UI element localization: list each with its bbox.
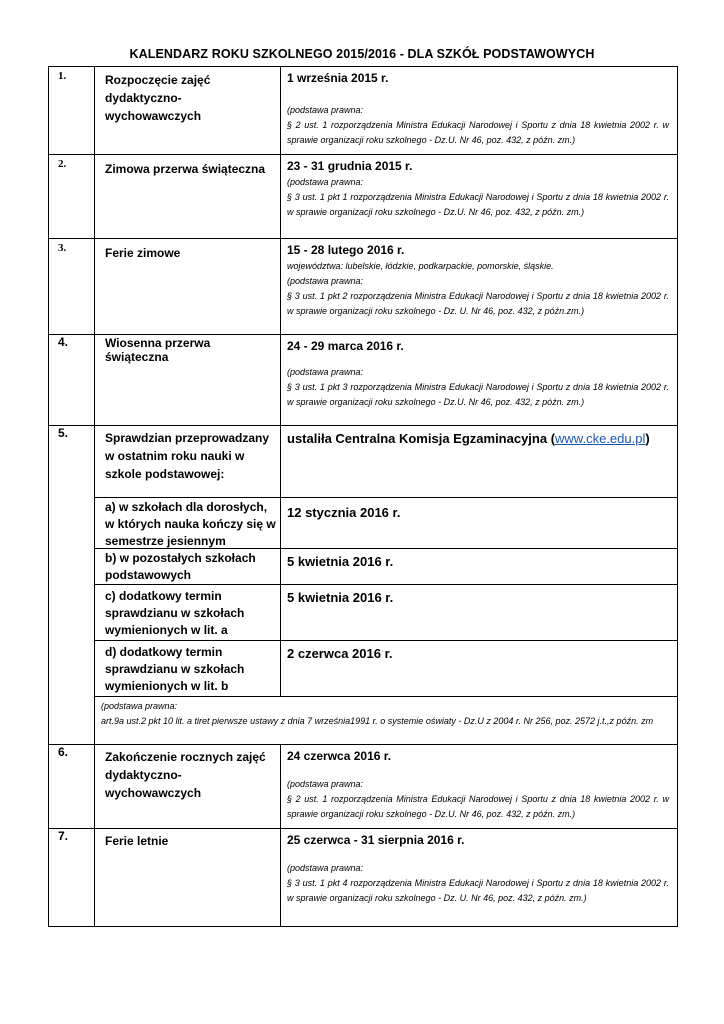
- legal-basis: § 2 ust. 1 rozporządzenia Ministra Edukacji Narodowej i Sportu z dnia 18 kwietnia 2002 r. w sprawie organizacji roku szkolnego - Dz.U. Nr 46, poz. 432, z późn. zm.): [287, 794, 669, 819]
- event-date: 15 - 28 lutego 2016 r.: [287, 243, 405, 257]
- calendar-table: [48, 66, 678, 927]
- table-row: [49, 745, 677, 829]
- subrow-label: d) dodatkowy termin sprawdzianu w szkołach wymienionych w lit. b: [94, 640, 281, 696]
- row-number: 4.: [58, 335, 69, 349]
- row-number: 3.: [58, 242, 67, 254]
- legal-basis: § 3 ust. 1 pkt 1 rozporządzenia Ministra Edukacji Narodowej i Sportu z dnia 18 kwietnia 2002 r. w sprawie organizacji roku szkolnego - Dz.U. Nr 46, poz. 432, z późn. zm.): [287, 192, 669, 217]
- event-date: 1 września 2015 r.: [287, 71, 389, 85]
- subrow-date: 12 stycznia 2016 r.: [287, 505, 401, 520]
- row-number: 2.: [58, 158, 67, 170]
- legal-basis: § 2 ust. 1 rozporządzenia Ministra Edukacji Narodowej i Sportu z dnia 18 kwietnia 2002 r. w sprawie organizacji roku szkolnego - Dz.U. Nr 46, poz. 432, z późn. zm.): [287, 120, 669, 145]
- subrow-date: 5 kwietnia 2016 r.: [287, 554, 394, 569]
- subrow-date: 5 kwietnia 2016 r.: [287, 590, 394, 605]
- event-name: Zakończenie rocznych zajęć dydaktyczno-wychowawczych: [94, 745, 281, 828]
- table-row: [49, 155, 677, 239]
- legal-basis: art.9a ust.2 pkt 10 lit. a tiret pierwsze ustawy z dnia 7 września1991 r. o systemie oświaty - Dz.U z 2004 r. Nr 256, poz. 2572 j.t.,z późn. zm: [101, 716, 654, 726]
- table-row: [49, 239, 677, 335]
- event-date: 25 czerwca - 31 sierpnia 2016 r.: [287, 833, 465, 847]
- event-name: Zimowa przerwa świąteczna: [94, 155, 281, 238]
- legal-basis-label: (podstawa prawna:: [287, 177, 364, 187]
- legal-basis-label: (podstawa prawna:: [287, 276, 364, 286]
- cke-link[interactable]: www.cke.edu.pl: [555, 431, 646, 446]
- row-number: 5.: [58, 426, 69, 440]
- legal-basis-label: (podstawa prawna:: [287, 779, 364, 789]
- legal-basis: § 3 ust. 1 pkt 3 rozporządzenia Ministra Edukacji Narodowej i Sportu z dnia 18 kwietnia 2002 r. w sprawie organizacji roku szkolnego - Dz.U. Nr 46, poz. 432, z późn. zm.): [287, 382, 669, 407]
- event-date: 24 czerwca 2016 r.: [287, 749, 392, 763]
- event-date: 23 - 31 grudnia 2015 r.: [287, 159, 413, 173]
- row-number: 1.: [58, 70, 67, 82]
- table-row: [49, 67, 677, 155]
- event-name: Ferie letnie: [94, 829, 281, 926]
- table-row: [49, 829, 677, 926]
- table-row: [49, 426, 677, 745]
- date-intro: ustaliła Centralna Komisja Egzaminacyjna (: [287, 431, 556, 446]
- event-name: Wiosenna przerwa świąteczna: [94, 335, 281, 425]
- row-number: 7.: [58, 829, 69, 843]
- date-suffix: ): [645, 431, 650, 446]
- subrow-label: b) w pozostałych szkołach podstawowych: [94, 548, 281, 584]
- row-number: 6.: [58, 745, 69, 759]
- event-name: Sprawdzian przeprowadzany w ostatnim roku nauki w szkole podstawowej:: [94, 426, 281, 497]
- event-date: 24 - 29 marca 2016 r.: [287, 339, 404, 353]
- legal-basis-label: (podstawa prawna:: [287, 105, 364, 115]
- subrow-label: a) w szkołach dla dorosłych, w których nauka kończy się w semestrze jesiennym: [94, 497, 281, 548]
- subrow-label: c) dodatkowy termin sprawdzianu w szkołach wymienionych w lit. a: [94, 584, 281, 640]
- legal-basis: § 3 ust. 1 pkt 4 rozporządzenia Ministra Edukacji Narodowej i Sportu z dnia 18 kwietnia 2002 r. w sprawie organizacji roku szkolnego - Dz. U. Nr 46, poz. 432, z późn. zm.): [287, 878, 669, 903]
- subrow-date: 2 czerwca 2016 r.: [287, 646, 393, 661]
- regions-note: województwa: lubelskie, łódzkie, podkarpackie, pomorskie, śląskie.: [287, 261, 554, 271]
- page-title: KALENDARZ ROKU SZKOLNEGO 2015/2016 - DLA SZKÓŁ PODSTAWOWYCH: [129, 47, 595, 61]
- event-name: Ferie zimowe: [94, 239, 281, 334]
- legal-basis: § 3 ust. 1 pkt 2 rozporządzenia Ministra Edukacji Narodowej i Sportu z dnia 18 kwietnia 2002 r. w sprawie organizacji roku szkolnego - Dz. U. Nr 46, poz. 432, z późn.zm.): [287, 291, 669, 316]
- table-row: [49, 335, 677, 426]
- event-name: Rozpoczęcie zajęć dydaktyczno-wychowawczych: [94, 67, 281, 154]
- legal-basis-label: (podstawa prawna:: [287, 863, 364, 873]
- legal-basis-label: (podstawa prawna:: [101, 701, 178, 711]
- legal-basis-label: (podstawa prawna:: [287, 367, 364, 377]
